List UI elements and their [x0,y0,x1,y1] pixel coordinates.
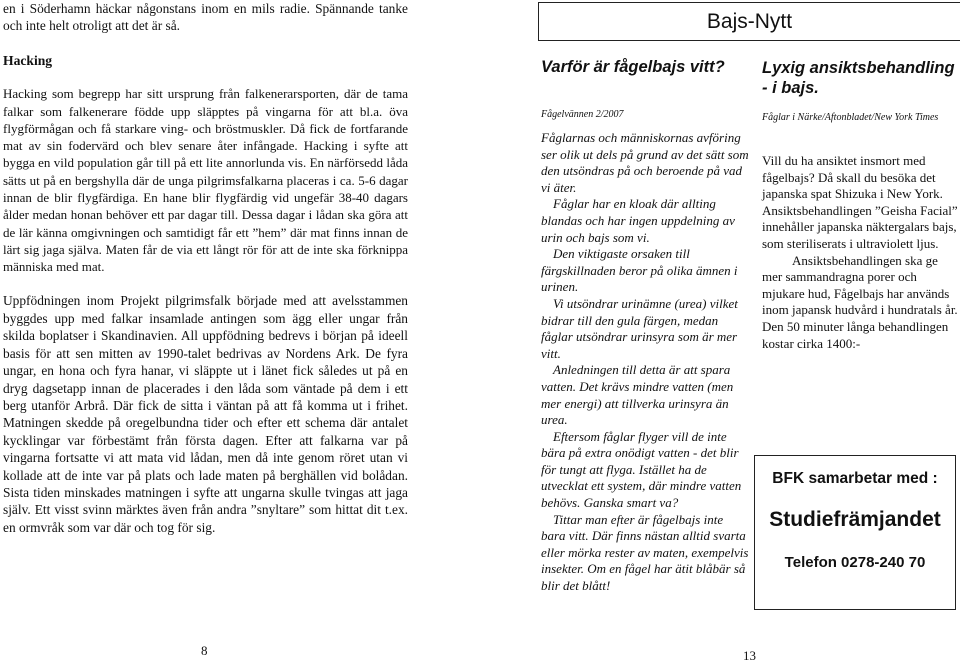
hacking-paragraph: Hacking som begrepp har sitt ursprung från falkenerarsporten, där de tama falkar som falkenerare födde upp släpptes på vingarna för att bl.a. öva flygförmågan och få starkare ving- och bröstmuskler. Då fick de fortfarande mat av sin fodervärd och blev senare åter infångade. Hacking i syfte att bygga en vild population går till på ett lite annorlunda vis. En närförsedd låda sätts ut på en bergshylla där de unga pilgrimsfalkarna placeras i ca. 5-6 dagar innan de blir flygfärdiga. En hane blir flygfärdig vid ungefär 38-40 dagars ålder medan honan behöver ett par dagar till. Dessa dagar i lådan ska göra att de lär känna omgivningen och samtidigt får ett ”hem” där mat finns innan de lärt sig jaga själva. Maten får de via ett långt rör för att de inte ska förknippa människa med mat. [3,86,408,275]
intro-paragraph: en i Söderhamn häckar någonstans inom en mils radie. Spännande tanke och inte helt otroligt att det är så. [3,1,408,34]
newsletter-title-box: Bajs-Nytt [538,2,960,41]
article-paragraph: Fåglar har en kloak där allting blandas och har ingen uppdelning av urin och bajs som vi. [541,196,735,245]
article-paragraph: Den viktigaste orsaken till färgskillnaden beror på olika ämnen i urinen. [541,246,738,295]
left-page-column [3,0,408,536]
sponsor-name: Studiefrämjandet [769,508,941,531]
bird-droppings-article [541,58,749,595]
article-paragraph: Fåglarnas och människornas avföring ser olik ut dels på grund av det sätt som den utsöndras på och beroende på vad vi äter. [541,130,749,195]
article-title: Lyxig ansiktsbehandling - i bajs. [762,59,955,97]
sponsor-box [754,455,956,610]
page-number-right: 13 [743,648,756,663]
hacking-heading: Hacking [3,52,53,68]
article-paragraph: Vill du ha ansiktet insmort med fågelbajs? Då skall du besöka det japanska spat Shizuka i New York. Ansiktsbehandlingen ”Geisha Facial” innehåller japanska näktergalars bajs, som steriliserats i ultraviolett ljus. [762,153,958,251]
article-source: Fågelvännen 2/2007 [541,109,624,120]
page-number-left: 8 [201,643,208,658]
facial-treatment-article [762,58,958,352]
article-paragraph: Ansiktsbehandlingen ska ge mer sammandragna porer och mjukare hud, Fågelbajs har används inom japansk hudvård i hundratals år. Den 50 minuter långa behandlingen kostar cirka 1400:- [762,252,958,351]
sponsor-phone: Telefon 0278-240 70 [784,554,926,571]
breeding-paragraph: Uppfödningen inom Projekt pilgrimsfalk började med att avelsstammen byggdes upp med falkar insamlade antingen som ägg eller ungar från skilda boplatser i Skandinavien. All uppfödning bedrevs i början på ideell basis för att sen mitten av 1990-talet bedrivas av Nordens Ark. De fyra ungar, en hona och fyra hanar, vi släppte ut i länet fick således ut på en dryg dagsetapp innan de placerades i den låda som väntade på dem i ett berg utanför Arbrå. Där fick de sitta i väntan på att få komma ut i frihet. Matningen skedde på oregelbundna tider och efter ett schema där antalet kycklingar var förbestämt från första dagen. Efter att falkarna var på vingarna fortsatte vi att mata vid lådan, men då inte genom röret utan vi kollade att de inte var på plats och lade maten på berghällen vid bolådan. Sista tiden minskades matningen i syfte att ungarna skulle tvingas att jaga själv. Ett visst svinn märktes även från andra ”snyltare” som hittat dit t.ex. en ormvråk som var där och tog för sig. [3,293,408,535]
sponsor-intro: BFK samarbetar med : [772,470,938,487]
article-paragraph: Vi utsöndrar urinämne (urea) vilket bidrar till den gula färgen, medan fåglar utsöndrar urinsyra som är mer vitt. [541,295,738,361]
article-paragraph: Tittar man efter är fågelbajs inte bara vitt. Där finns nästan alltid svarta eller mörka rester av maten, exempelvis insekter. Om en fågel har ätit blåbär så blir det blått! [541,511,749,594]
article-paragraph: Eftersom fåglar flyger vill de inte bära på extra onödigt vatten - det blir för tungt att flyga. Istället ha de utvecklat ett system, där mindre vatten behövs. Ganska smart va? [541,428,742,511]
article-title: Varför är fågelbajs vitt? [541,58,725,76]
article-source: Fåglar i Närke/Aftonbladet/New York Times [762,112,939,123]
article-paragraph: Anledningen till detta är att spara vatten. Det krävs mindre vatten (men mer energi) att tillverka urinsyra än urea. [541,362,734,428]
